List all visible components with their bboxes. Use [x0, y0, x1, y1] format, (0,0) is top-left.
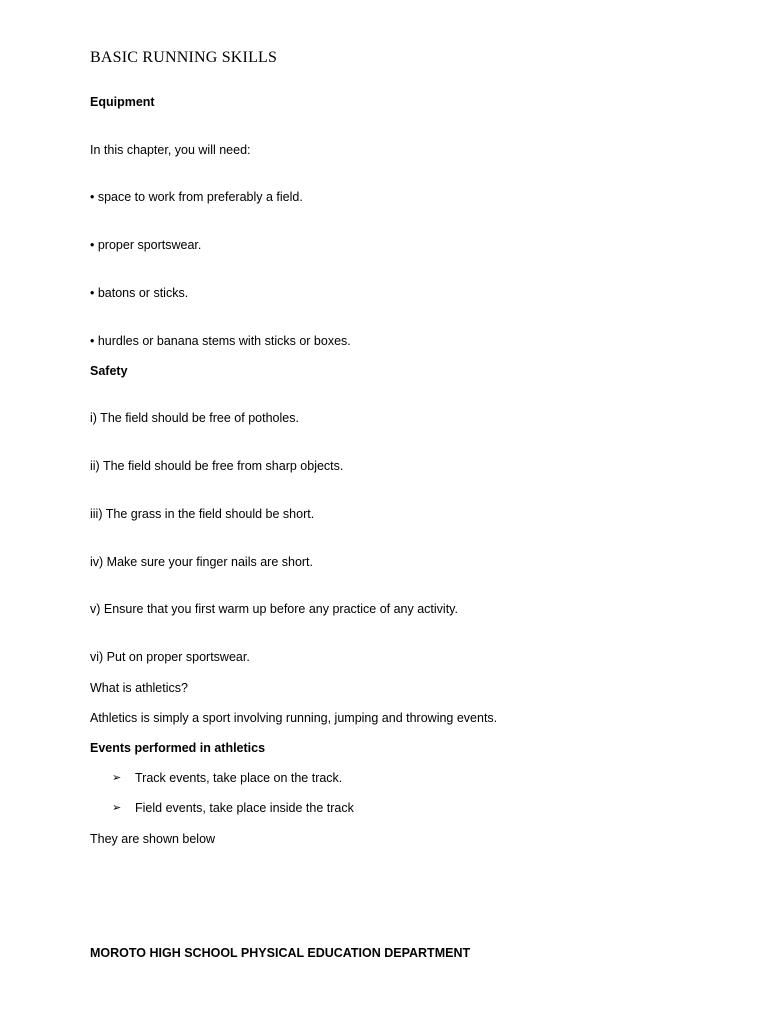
equipment-item: • batons or sticks. [90, 286, 189, 300]
safety-item: iii) The grass in the field should be short. [90, 507, 315, 521]
equipment-item: • hurdles or banana stems with sticks or boxes. [90, 334, 351, 348]
events-heading: Events performed in athletics [90, 741, 266, 755]
safety-heading: Safety [90, 364, 128, 378]
safety-item: iv) Make sure your finger nails are short. [90, 555, 314, 569]
events-item: Field events, take place inside the track [135, 801, 354, 815]
safety-item: v) Ensure that you first warm up before any practice of any activity. [90, 602, 458, 616]
page-title: BASIC RUNNING SKILLS [90, 49, 278, 66]
equipment-heading: Equipment [90, 95, 155, 109]
equipment-item: • space to work from preferably a field. [90, 190, 303, 204]
arrow-bullet-icon: ➢ [112, 801, 122, 814]
equipment-item: • proper sportswear. [90, 238, 202, 252]
closing-line: They are shown below [90, 832, 216, 846]
events-item: Track events, take place on the track. [135, 771, 343, 785]
safety-item: vi) Put on proper sportswear. [90, 650, 250, 664]
safety-item: i) The field should be free of potholes. [90, 411, 299, 425]
safety-item: ii) The field should be free from sharp objects. [90, 459, 344, 473]
arrow-bullet-icon: ➢ [112, 771, 122, 784]
athletics-question: What is athletics? [90, 681, 188, 695]
equipment-intro: In this chapter, you will need: [90, 143, 251, 157]
page-footer: MOROTO HIGH SCHOOL PHYSICAL EDUCATION DEPARTMENT [90, 946, 471, 960]
athletics-definition: Athletics is simply a sport involving running, jumping and throwing events. [90, 711, 498, 725]
